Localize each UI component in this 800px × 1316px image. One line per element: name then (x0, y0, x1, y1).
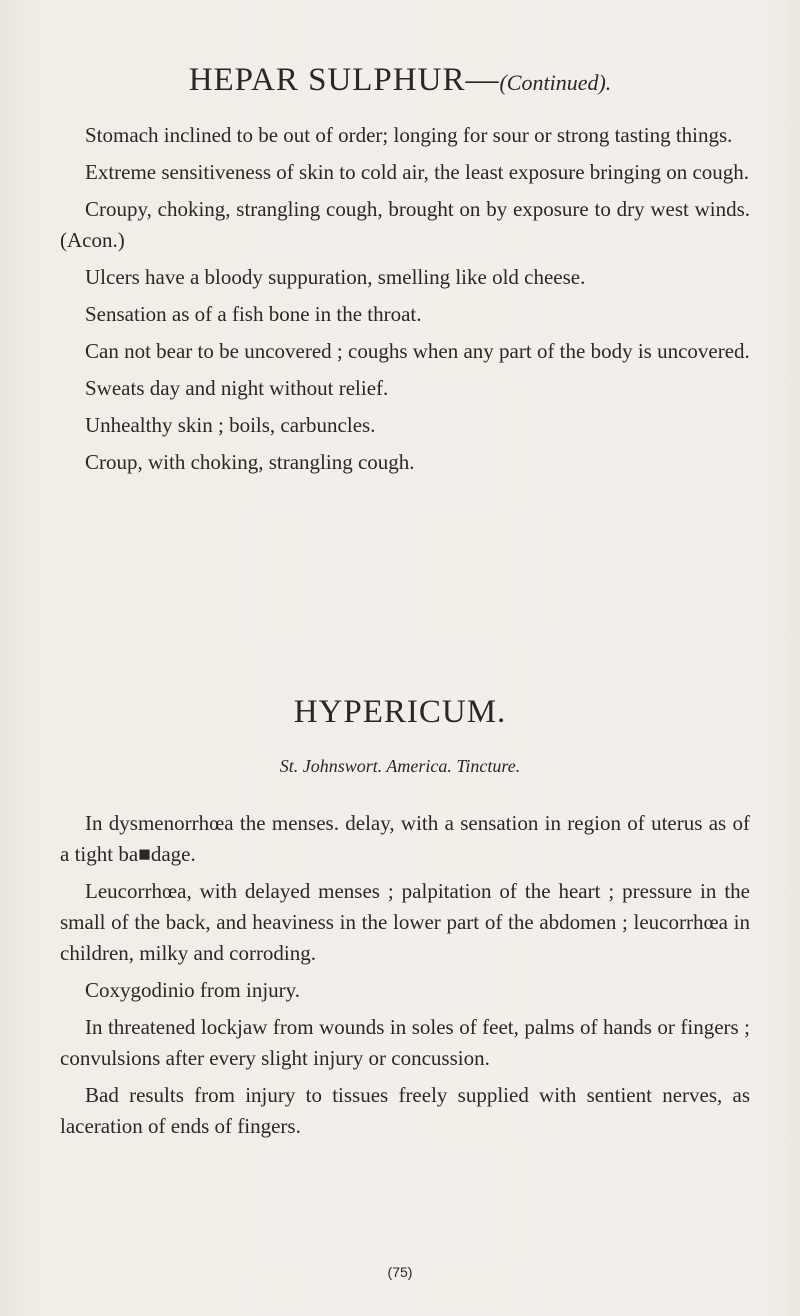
continued-label: (Continued). (499, 70, 612, 95)
paragraph: Croup, with choking, strangling cough. (85, 450, 415, 474)
paragraph: In threatened lockjaw from wounds in soles of feet, palms of hands or fingers ; convulsions after every slight injury or concussion. (60, 1015, 750, 1070)
paragraph: Stomach inclined to be out of order; longing for sour or strong tasting things. (85, 123, 733, 147)
paragraph: Coxygodinio from injury. (85, 978, 301, 1002)
paragraph: Extreme sensitiveness of skin to cold air, the least exposure bringing on cough. (85, 160, 750, 184)
paragraph: In dysmenorrhœa the menses. delay, with a sensation in region of uterus as of a tight ba■dage. (60, 811, 750, 866)
paragraph: Sensation as of a fish bone in the throat. (85, 302, 422, 326)
section-title: HYPERICUM. (293, 694, 507, 730)
paragraph: Bad results from injury to tissues freely supplied with sentient nerves, as laceration of ends of fingers. (60, 1083, 750, 1138)
paragraph: Sweats day and night without relief. (85, 376, 389, 400)
paragraph: Ulcers have a bloody suppuration, smelling like old cheese. (85, 265, 586, 289)
paragraph: Croupy, choking, strangling cough, brought on by exposure to dry west winds. (Acon.) (60, 197, 750, 252)
page-number: (75) (387, 1264, 413, 1280)
running-heading (0, 60, 800, 103)
paragraph: Unhealthy skin ; boils, carbuncles. (85, 413, 376, 437)
section-subtitle: St. Johnswort. America. Tincture. (279, 756, 521, 776)
hepar-sulphur-section (60, 120, 750, 484)
hypericum-section (60, 808, 750, 1148)
remedy-title: HEPAR SULPHUR— (188, 62, 500, 98)
paragraph: Leucorrhœa, with delayed menses ; palpitation of the heart ; pressure in the small of the back, and heaviness in the lower part of the abdomen ; leucorrhœa in children, milky and corroding. (60, 879, 750, 965)
paragraph: Can not bear to be uncovered ; coughs when any part of the body is uncovered. (85, 339, 750, 363)
